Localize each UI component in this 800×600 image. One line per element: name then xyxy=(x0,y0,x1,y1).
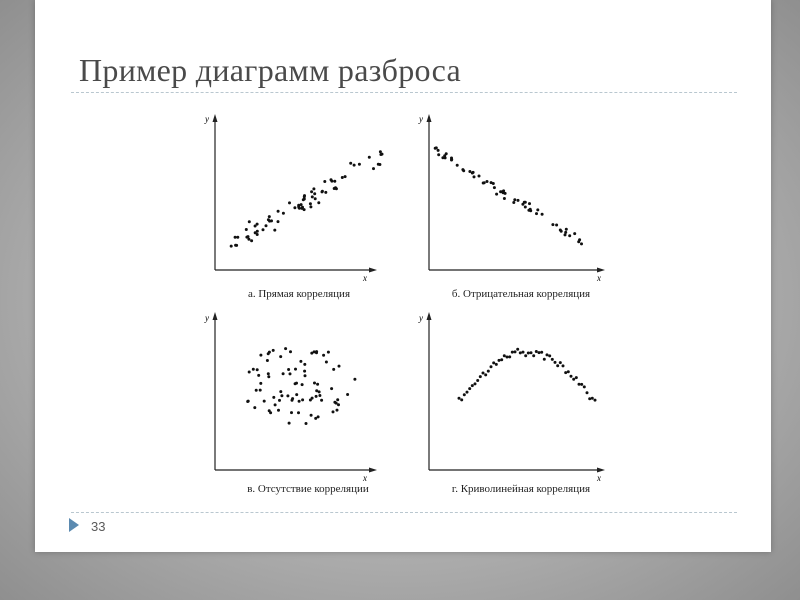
scatter-point xyxy=(437,153,440,156)
scatter-point xyxy=(330,180,333,183)
panel-caption: в. Отсутствие корреляции xyxy=(247,483,369,495)
scatter-point xyxy=(495,363,498,366)
scatter-point xyxy=(565,228,568,231)
scatter-point xyxy=(236,236,239,239)
x-axis-label: x xyxy=(363,473,367,483)
scatter-point xyxy=(499,190,502,193)
scatter-point xyxy=(524,206,527,209)
scatter-points xyxy=(434,146,583,245)
x-axis-label: x xyxy=(597,473,601,483)
scatter-point xyxy=(564,231,567,234)
scatter-point xyxy=(519,351,522,354)
scatter-point xyxy=(368,156,371,159)
scatter-point xyxy=(514,350,517,353)
scatter-point xyxy=(554,361,557,364)
scatter-point xyxy=(310,414,313,417)
scatter-point xyxy=(309,202,312,205)
y-axis-label: y xyxy=(205,114,209,124)
scatter-point xyxy=(463,393,466,396)
scatter-point xyxy=(437,149,440,152)
scatter-point xyxy=(372,167,375,170)
scatter-point xyxy=(310,352,313,355)
scatter-point xyxy=(588,397,591,400)
scatter-point xyxy=(282,372,285,375)
scatter-point xyxy=(256,223,259,226)
scatter-point xyxy=(580,242,583,245)
scatter-point xyxy=(346,393,349,396)
scatter-point xyxy=(336,409,339,412)
scatter-point xyxy=(358,163,361,166)
scatter-point xyxy=(490,181,493,184)
scatter-point xyxy=(541,213,544,216)
scatter-point xyxy=(468,170,471,173)
scatter-point xyxy=(530,351,533,354)
x-axis-label: x xyxy=(597,273,601,283)
scatter-point xyxy=(482,372,485,375)
panel-negative-correlation xyxy=(418,114,605,300)
scatter-point xyxy=(265,224,268,227)
scatter-diagrams-figure xyxy=(201,100,611,498)
scatter-point xyxy=(317,415,320,418)
scatter-point xyxy=(288,422,291,425)
x-axis-label: x xyxy=(363,273,367,283)
scatter-point xyxy=(267,372,270,375)
scatter-point xyxy=(297,411,300,414)
scatter-point xyxy=(279,355,282,358)
panel-no-correlation xyxy=(204,312,377,495)
scatter-points xyxy=(458,348,597,402)
scatter-point xyxy=(511,351,514,354)
scatter-point xyxy=(255,389,258,392)
scatter-point xyxy=(267,352,270,355)
scatter-point xyxy=(277,210,280,213)
scatter-point xyxy=(309,205,312,208)
title-divider xyxy=(71,92,737,93)
scatter-point xyxy=(303,194,306,197)
scatter-point xyxy=(301,398,304,401)
scatter-point xyxy=(578,238,581,241)
scatter-point xyxy=(495,193,498,196)
scatter-point xyxy=(548,354,551,357)
scatter-point xyxy=(247,235,250,238)
scatter-point xyxy=(280,394,283,397)
scatter-point xyxy=(325,361,328,364)
scatter-point xyxy=(546,353,549,356)
scatter-point xyxy=(353,378,356,381)
slide-title: Пример диаграмм разброса xyxy=(79,52,462,88)
next-arrow-icon[interactable] xyxy=(69,518,79,532)
scatter-point xyxy=(568,234,571,237)
scatter-point xyxy=(575,376,578,379)
scatter-point xyxy=(234,236,237,239)
y-axis-arrow xyxy=(213,312,218,320)
scatter-point xyxy=(456,164,459,167)
scatter-point xyxy=(504,192,507,195)
scatter-point xyxy=(268,215,271,218)
scatter-point xyxy=(282,212,285,215)
scatter-point xyxy=(305,422,308,425)
scatter-point xyxy=(556,364,559,367)
scatter-point xyxy=(272,396,275,399)
scatter-point xyxy=(259,389,262,392)
scatter-point xyxy=(316,383,319,386)
scatter-point xyxy=(250,239,253,242)
scatter-point xyxy=(473,175,476,178)
panel-caption: г. Криволинейная корреляция xyxy=(451,483,591,495)
scatter-point xyxy=(311,195,314,198)
scatter-point xyxy=(313,382,316,385)
scatter-point xyxy=(284,347,287,350)
scatter-point xyxy=(524,201,527,204)
scatter-point xyxy=(257,374,260,377)
scatter-point xyxy=(318,394,321,397)
scatter-point xyxy=(299,360,302,363)
scatter-point xyxy=(274,403,277,406)
scatter-point xyxy=(294,382,297,385)
scatter-point xyxy=(314,197,317,200)
scatter-point xyxy=(303,198,306,201)
scatter-point xyxy=(594,399,597,402)
scatter-point xyxy=(332,410,335,413)
scatter-point xyxy=(450,159,453,162)
scatter-point xyxy=(468,387,471,390)
scatter-point xyxy=(317,201,320,204)
scatter-point xyxy=(503,354,506,357)
scatter-point xyxy=(263,400,266,403)
scatter-point xyxy=(279,390,282,393)
scatter-point xyxy=(493,186,496,189)
scatter-point xyxy=(536,208,539,211)
scatter-point xyxy=(301,383,304,386)
scatter-point xyxy=(580,383,583,386)
scatter-point xyxy=(532,354,535,357)
scatter-point xyxy=(336,398,339,401)
scatter-point xyxy=(313,192,316,195)
scatter-diagrams-svg xyxy=(201,100,611,498)
scatter-points xyxy=(246,347,356,425)
scatter-point xyxy=(333,180,336,183)
scatter-point xyxy=(381,153,384,156)
scatter-point xyxy=(235,244,238,247)
scatter-point xyxy=(484,373,487,376)
scatter-point xyxy=(253,406,256,409)
scatter-point xyxy=(303,370,306,373)
scatter-point xyxy=(289,372,292,375)
scatter-point xyxy=(551,223,554,226)
scatter-point xyxy=(310,190,313,193)
scatter-point xyxy=(500,358,503,361)
x-axis-arrow xyxy=(369,468,377,473)
scatter-point xyxy=(259,354,262,357)
y-axis-arrow xyxy=(213,114,218,122)
scatter-point xyxy=(472,171,475,174)
scatter-point xyxy=(277,409,280,412)
scatter-point xyxy=(543,358,546,361)
scatter-point xyxy=(567,370,570,373)
scatter-point xyxy=(479,375,482,378)
panel-caption: а. Прямая корреляция xyxy=(247,288,351,300)
scatter-point xyxy=(492,361,495,364)
scatter-point xyxy=(586,391,589,394)
scatter-point xyxy=(286,394,289,397)
scatter-point xyxy=(268,409,271,412)
scatter-point xyxy=(247,238,250,241)
scatter-point xyxy=(460,398,463,401)
scatter-point xyxy=(572,378,575,381)
x-axis-arrow xyxy=(597,268,605,273)
panel-positive-correlation xyxy=(204,114,384,300)
scatter-point xyxy=(466,391,469,394)
scatter-point xyxy=(529,208,532,211)
scatter-point xyxy=(320,399,323,402)
y-axis-label: y xyxy=(419,313,423,323)
scatter-point xyxy=(324,191,327,194)
y-axis-label: y xyxy=(419,114,423,124)
scatter-point xyxy=(323,180,326,183)
scatter-point xyxy=(377,163,380,166)
scatter-point xyxy=(270,219,273,222)
scatter-point xyxy=(441,156,444,159)
scatter-point xyxy=(578,383,581,386)
scatter-point xyxy=(471,384,474,387)
y-axis-arrow xyxy=(427,114,432,122)
scatter-point xyxy=(289,350,292,353)
scatter-point xyxy=(277,220,280,223)
scatter-point xyxy=(246,400,249,403)
scatter-point xyxy=(312,187,315,190)
scatter-point xyxy=(332,368,335,371)
scatter-point xyxy=(535,350,538,353)
scatter-point xyxy=(266,359,269,362)
scatter-point xyxy=(315,389,318,392)
panel-curvilinear-correlation xyxy=(418,312,605,495)
scatter-point xyxy=(304,374,307,377)
scatter-point xyxy=(297,205,300,208)
scatter-point xyxy=(248,220,251,223)
scatter-point xyxy=(256,230,259,233)
scatter-point xyxy=(560,230,563,233)
scatter-point xyxy=(512,201,515,204)
scatter-point xyxy=(524,354,527,357)
scatter-point xyxy=(591,397,594,400)
y-axis-label: y xyxy=(205,313,209,323)
x-axis-arrow xyxy=(597,468,605,473)
scatter-point xyxy=(528,202,531,205)
slide xyxy=(35,0,771,552)
scatter-point xyxy=(445,152,448,155)
scatter-point xyxy=(353,164,356,167)
scatter-point xyxy=(435,146,438,149)
scatter-point xyxy=(291,399,294,402)
scatter-point xyxy=(303,208,306,211)
scatter-point xyxy=(341,176,344,179)
scatter-point xyxy=(272,349,275,352)
scatter-point xyxy=(321,190,324,193)
scatter-point xyxy=(570,375,573,378)
scatter-point xyxy=(293,206,296,209)
scatter-point xyxy=(298,400,301,403)
scatter-point xyxy=(278,399,281,402)
scatter-point xyxy=(300,203,303,206)
scatter-point xyxy=(503,197,506,200)
scatter-point xyxy=(290,411,293,414)
scatter-point xyxy=(315,395,318,398)
scatter-point xyxy=(338,365,341,368)
scatter-point xyxy=(337,403,340,406)
scatter-point xyxy=(303,363,306,366)
scatter-point xyxy=(562,364,565,367)
scatter-point xyxy=(288,201,291,204)
scatter-point xyxy=(564,371,567,374)
scatter-point xyxy=(474,382,477,385)
scatter-point xyxy=(344,175,347,178)
scatter-point xyxy=(330,387,333,390)
scatter-point xyxy=(527,352,530,355)
scatter-point xyxy=(516,348,519,351)
x-axis-arrow xyxy=(369,268,377,273)
scatter-point xyxy=(478,175,481,178)
scatter-point xyxy=(487,370,490,373)
scatter-point xyxy=(462,169,465,172)
scatter-point xyxy=(521,203,524,206)
scatter-point xyxy=(349,162,352,165)
scatter-point xyxy=(273,229,276,232)
scatter-point xyxy=(259,382,262,385)
scatter-point xyxy=(267,375,270,378)
scatter-point xyxy=(535,212,538,215)
scatter-point xyxy=(333,187,336,190)
scatter-point xyxy=(482,182,485,185)
scatter-point xyxy=(538,351,541,354)
scatter-point xyxy=(230,245,233,248)
scatter-point xyxy=(262,228,265,231)
scatter-point xyxy=(294,368,297,371)
scatter-point xyxy=(506,356,509,359)
scatter-point xyxy=(513,198,516,201)
footer-divider xyxy=(71,512,737,513)
scatter-point xyxy=(287,368,290,371)
scatter-point xyxy=(248,371,251,374)
panel-caption: б. Отрицательная корреляция xyxy=(451,288,591,300)
scatter-points xyxy=(230,150,384,247)
scatter-point xyxy=(245,228,248,231)
scatter-point xyxy=(540,351,543,354)
scatter-point xyxy=(555,224,558,227)
y-axis-arrow xyxy=(427,312,432,320)
scatter-point xyxy=(327,351,330,354)
scatter-point xyxy=(256,368,259,371)
scatter-point xyxy=(295,393,298,396)
scatter-point xyxy=(322,354,325,357)
scatter-point xyxy=(490,365,493,368)
scatter-point xyxy=(486,180,489,183)
scatter-point xyxy=(517,199,520,202)
scatter-point xyxy=(508,355,511,358)
scatter-point xyxy=(522,351,525,354)
scatter-point xyxy=(309,399,312,402)
page-number: 33 xyxy=(91,519,106,534)
scatter-point xyxy=(252,368,255,371)
scatter-point xyxy=(573,232,576,235)
scatter-point xyxy=(458,397,461,400)
scatter-point xyxy=(583,385,586,388)
scatter-point xyxy=(476,379,479,382)
scatter-point xyxy=(551,358,554,361)
scatter-point xyxy=(498,359,501,362)
scatter-point xyxy=(559,361,562,364)
